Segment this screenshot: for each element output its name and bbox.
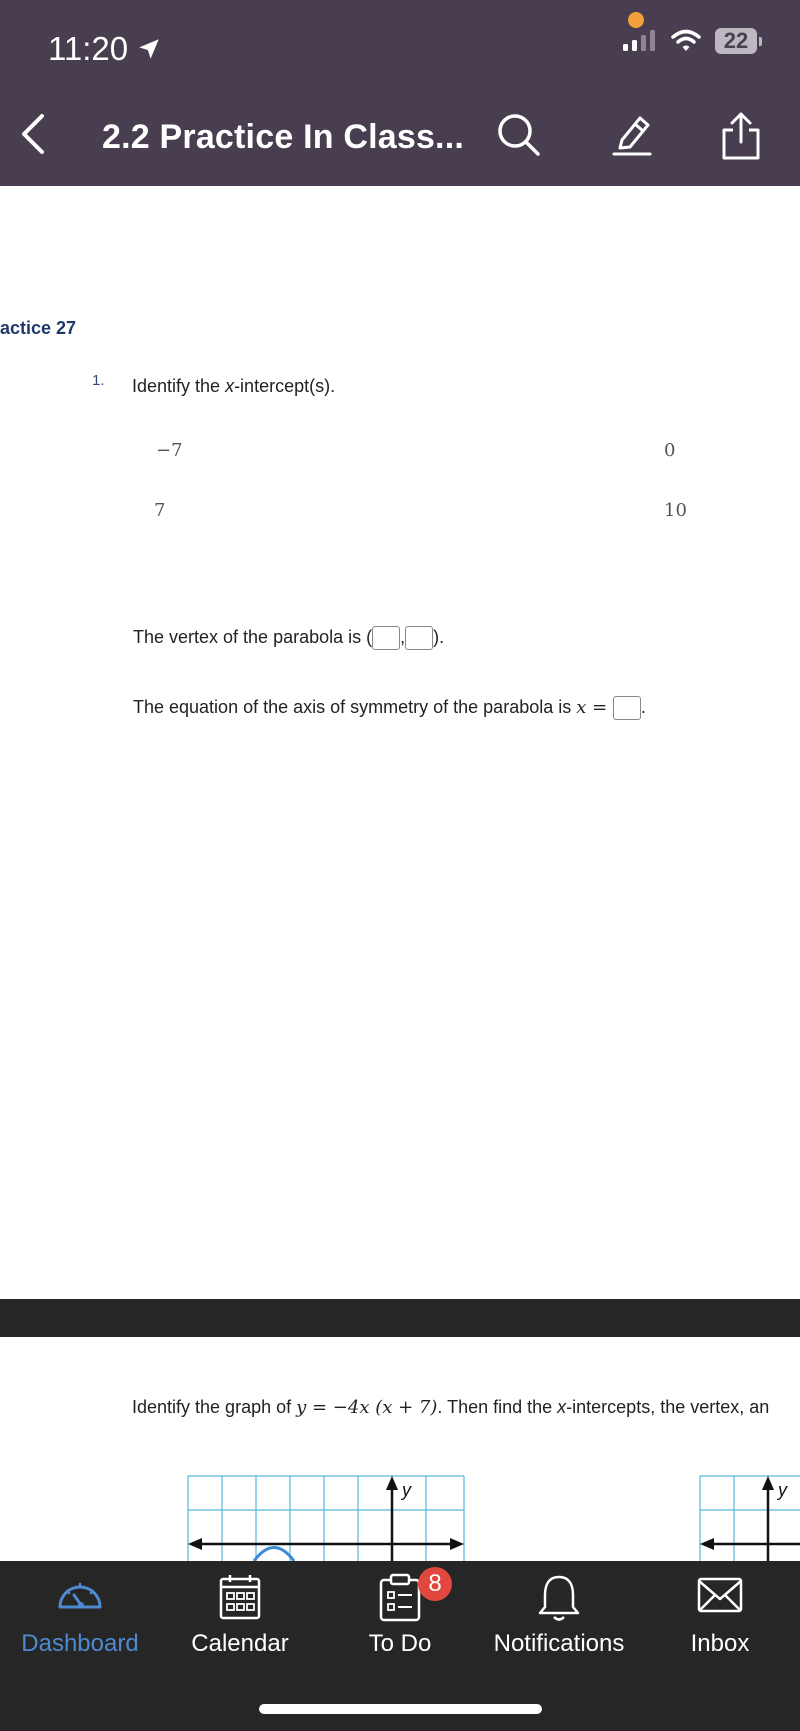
battery-indicator xyxy=(715,28,762,54)
location-arrow-icon xyxy=(136,36,162,62)
graph-b-y-label: y xyxy=(778,1480,787,1500)
battery-level: 22 xyxy=(715,28,757,54)
tab-notifications-label: Notifications xyxy=(493,1630,625,1657)
cellular-signal-icon xyxy=(623,29,657,53)
axis-suffix: . xyxy=(640,696,646,717)
share-icon[interactable] xyxy=(718,112,764,162)
q2-suffix: . Then find the xyxy=(437,1397,558,1417)
graph-a-y-label: y xyxy=(402,1480,411,1500)
q2-var: x xyxy=(557,1397,567,1417)
tab-dashboard[interactable] xyxy=(0,1561,160,1681)
section-title: actice 27 xyxy=(0,318,77,338)
document-page xyxy=(0,186,800,1299)
page-title: 2.2 Practice In Class... xyxy=(102,118,464,156)
annotate-pen-icon[interactable] xyxy=(610,112,654,158)
tab-notifications[interactable] xyxy=(479,1561,639,1681)
axis-equals: = xyxy=(586,696,613,718)
tab-calendar[interactable] xyxy=(160,1561,320,1681)
tab-todo-label: To Do xyxy=(368,1630,432,1657)
home-indicator[interactable] xyxy=(259,1704,542,1714)
option-0[interactable]: 0 xyxy=(664,440,676,461)
vertex-y-input[interactable] xyxy=(405,626,433,650)
tab-dashboard-label: Dashboard xyxy=(21,1630,139,1657)
tab-inbox-label: Inbox xyxy=(690,1630,750,1657)
vertex-x-input[interactable] xyxy=(372,626,400,650)
dashboard-icon xyxy=(54,1573,106,1617)
calendar-icon xyxy=(218,1573,262,1621)
axis-of-symmetry-line xyxy=(133,696,646,720)
todo-count-badge: 8 xyxy=(418,1567,452,1601)
vertex-line xyxy=(133,626,444,650)
axis-input[interactable] xyxy=(613,696,641,720)
graph-option-b[interactable] xyxy=(698,1474,800,1561)
vertex-suffix: ). xyxy=(433,626,445,647)
q2-tail: -intercepts, the vertex, an xyxy=(566,1397,770,1417)
app-header xyxy=(0,0,800,186)
privacy-indicator-dot xyxy=(628,12,644,28)
back-chevron-icon[interactable] xyxy=(16,112,50,156)
question-text xyxy=(132,376,335,397)
todo-icon xyxy=(378,1573,422,1623)
status-time-text: 11:20 xyxy=(48,30,129,67)
bottom-tab-bar xyxy=(0,1561,800,1731)
inbox-icon xyxy=(696,1573,744,1617)
option-10[interactable]: 10 xyxy=(664,500,687,521)
question-suffix: -intercept(s). xyxy=(234,376,336,396)
wifi-icon xyxy=(671,29,701,53)
status-time xyxy=(48,30,162,68)
question-prefix: Identify the xyxy=(132,376,226,396)
question-number: 1. xyxy=(92,372,105,389)
status-indicators xyxy=(623,28,762,54)
graph-option-a[interactable] xyxy=(186,1474,466,1561)
axis-var: x xyxy=(576,696,587,718)
question-2-text xyxy=(132,1397,769,1418)
search-icon[interactable] xyxy=(496,112,542,158)
page-divider xyxy=(0,1299,800,1337)
option-7[interactable]: 7 xyxy=(154,500,166,521)
q2-prefix: Identify the graph of xyxy=(132,1397,297,1417)
vertex-comma: , xyxy=(400,626,406,647)
vertex-prefix: The vertex of the parabola is ( xyxy=(133,626,373,647)
bell-icon xyxy=(536,1573,582,1623)
option-neg-7[interactable]: −7 xyxy=(156,440,183,461)
battery-nub xyxy=(759,37,762,46)
axis-prefix: The equation of the axis of symmetry of the parabola is xyxy=(133,696,577,717)
tab-todo[interactable] xyxy=(320,1561,480,1681)
tab-calendar-label: Calendar xyxy=(191,1630,289,1657)
question-var: x xyxy=(225,376,235,396)
q2-equation: y = −4x (x + 7) xyxy=(296,1397,438,1418)
tab-inbox[interactable] xyxy=(640,1561,800,1681)
